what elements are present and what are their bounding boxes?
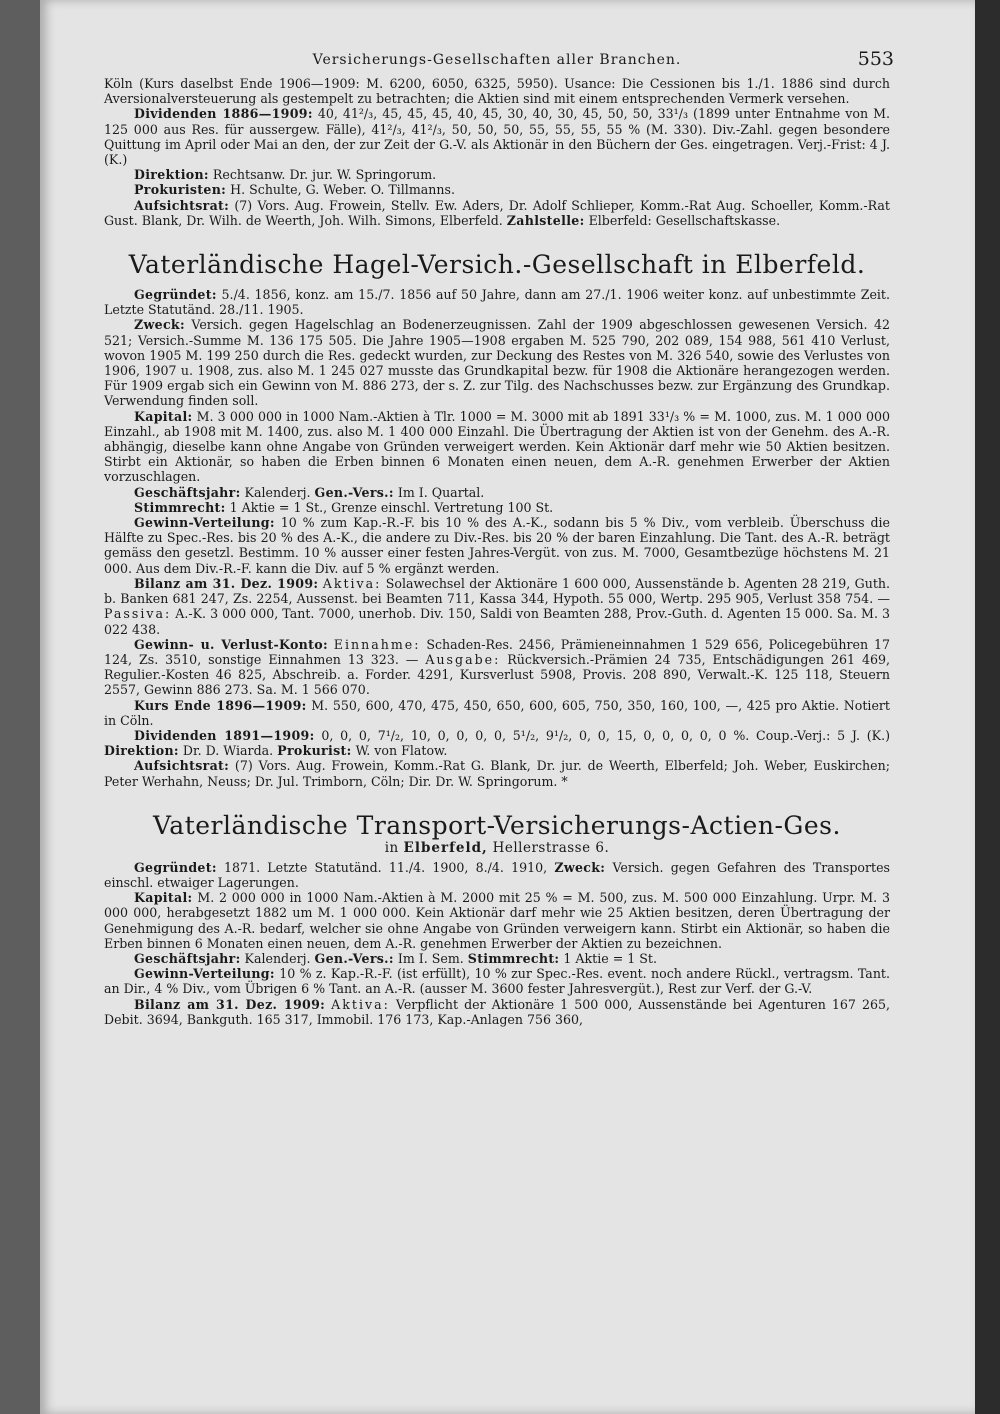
prev-dividenden	[104, 106, 890, 167]
c1-stimmrecht-text: 1 Aktie = 1 St., Grenze einschl. Vertretung 100 St.	[229, 499, 554, 515]
c1-aktiva-word: Aktiva:	[322, 575, 382, 591]
c1-einnahme-word: Einnahme:	[333, 636, 421, 652]
c2-location-prefix: in	[384, 839, 399, 856]
company1-title: Vaterländische Hagel-Versich.-Gesellschaft in Elberfeld.	[128, 250, 866, 280]
c1-kapital	[104, 409, 890, 485]
running-title: Versicherungs-Gesellschaften aller Branchen.	[312, 52, 682, 68]
c1-ausgabe-text: Rückversich.-Prämien 24 735, Entschädigungen 261 469, Regulier.-Kosten 46 825, Abschreib. a. Forder. 4291, Kursverlust 5908, Provis. 208 890, Verwalt.-K. 125 118, Steuern 2557, Gewinn 886 273. Sa. M. 1 566 070.	[104, 651, 890, 698]
c1-aktiva-text: Solawechsel der Aktionäre 1 600 000, Aussenstände b. Agenten 28 219, Guth. b. Banken 681 247, Zs. 2254, Aussenst. bei Beamten 711, Kassa 344, Hypoth. 55 000, Wertp. 295 905, Verlust 358 754. —	[104, 575, 890, 607]
prev-zahlstelle-text: Elberfeld: Gesellschaftskasse.	[588, 212, 781, 228]
c1-bilanz-label: Bilanz am 31. Dez. 1909:	[134, 575, 319, 591]
c2-gegruendet	[104, 860, 890, 890]
c2-genvers-text: Im I. Sem.	[397, 950, 464, 966]
c2-zweck-text: Versich. gegen Gefahren des Transportes einschl. etwaiger Lagerungen.	[104, 859, 890, 890]
c1-aufsichtsrat	[104, 758, 890, 788]
c1-passiva-word: Passiva:	[104, 606, 172, 622]
c1-geschaeftsjahr-label: Geschäftsjahr:	[134, 484, 241, 500]
prev-zahlstelle-label: Zahlstelle:	[506, 212, 585, 228]
c2-aktiva-word: Aktiva:	[331, 996, 390, 1012]
c1-gewinn	[104, 515, 890, 576]
c1-kurs	[104, 698, 890, 728]
c1-kurs-text: M. 550, 600, 470, 475, 450, 650, 600, 605, 750, 350, 160, 100, —, 425 pro Aktie. Notiert in Cöln.	[104, 697, 890, 728]
prev-direktion-text: Rechtsanw. Dr. jur. W. Springorum.	[212, 167, 437, 183]
c1-prokurist-text: W. von Flatow.	[355, 743, 448, 759]
c2-gewinn	[104, 966, 890, 996]
c1-gegruendet	[104, 287, 890, 317]
c1-kurs-label: Kurs Ende 1896—1909:	[134, 697, 307, 713]
c1-kapital-text: M. 3 000 000 in 1000 Nam.-Aktien à Tlr. 1000 = M. 3000 mit ab 1891 33¹/₃ % = M. 1000, zus. M. 1 000 000 Einzahl., ab 1908 mit M. 1400, zus. also M. 1 400 000 Einzahl. Die Übertragung der Aktien ist von der Genehm. des A.-R. abhängig, dieselbe kann ohne Angabe von Gründen verweigert werden. Kein Aktionär darf mehr wie 50 Aktien besitzen. Stirbt ein Aktionär, so haben die Erben binnen 6 Monaten einen neuen, dem A.-R. genehmen Erwerber der Aktien vorzuschlagen.	[104, 408, 890, 485]
c1-gegruendet-text: 5./4. 1856, konz. am 15./7. 1856 auf 50 Jahre, dann am 27./1. 1906 weiter konz. auf unbestimmte Zeit. Letzte Statutänd. 28./11. 1905.	[104, 287, 890, 318]
c1-dividenden-label: Dividenden 1891—1909:	[134, 727, 315, 743]
company2-title: Vaterländische Transport-Versicherungs-Actien-Ges.	[153, 810, 841, 840]
running-head	[104, 46, 894, 76]
c2-bilanz-label: Bilanz am 31. Dez. 1909:	[134, 996, 326, 1012]
c1-direktion-text: Dr. D. Wiarda.	[182, 743, 274, 759]
c1-aufsichtsrat-text: (7) Vors. Aug. Frowein, Komm.-Rat G. Blank, Dr. jur. de Weerth, Elberfeld; Joh. Weber, Euskirchen; Peter Werhahn, Neuss; Dr. Jul. Trimborn, Cöln; Dir. Dr. W. Springorum. *	[104, 758, 890, 789]
c1-einnahme-text: Schaden-Res. 2456, Prämieneinnahmen 1 529 656, Policegebühren 17 124, Zs. 3510, sonstige Einnahmen 13 323. —	[104, 636, 890, 667]
c1-dividenden	[104, 728, 890, 758]
c2-location-city: Elberfeld,	[403, 839, 488, 856]
c1-aufsichtsrat-label: Aufsichtsrat:	[134, 758, 230, 774]
c1-genvers-label: Gen.-Vers.:	[314, 484, 394, 500]
c1-geschaeftsjahr	[104, 485, 890, 500]
c1-zweck-text: Versich. gegen Hagelschlag an Bodenerzeugnissen. Zahl der 1909 abgeschlossen gewesenen Versich. 42 521; Versich.-Summe M. 136 175 505. Die Jahre 1905—1908 ergaben M. 525 790, 202 089, 154 988, 561 410 Verlust, wovon 1905 M. 199 250 durch die Res. gedeckt wurden, zur Deckung des Restes von M. 326 540, sowie des Verlustes von 1906, 1907 u. 1908, zus. also M. 1 245 027 musste das Grundkapital bezw. für 1908 die Aktionäre herangezogen werden. Für 1909 ergab sich ein Gewinn von M. 886 273, der s. Z. zur Tilg. des Nachschusses bezw. zur Ergänzung des Grundkap. Verwendung finden soll.	[104, 317, 890, 409]
prev-direktion	[104, 167, 890, 182]
c2-gegruendet-text: 1871. Letzte Statutänd. 11./4. 1900, 8./4. 1910,	[224, 859, 548, 875]
prev-aufsichtsrat-label: Aufsichtsrat:	[134, 197, 230, 213]
prev-prokuristen-label: Prokuristen:	[134, 182, 227, 198]
c2-zweck-label: Zweck:	[554, 859, 606, 875]
c1-dividenden-text: 0, 0, 0, 7¹/₂, 10, 0, 0, 0, 0, 5¹/₂, 9¹/₂, 0, 0, 15, 0, 0, 0, 0, 0 %. Coup.-Verj.: 5 J. (K.)	[321, 727, 890, 743]
prev-prokuristen-text: H. Schulte, G. Weber. O. Tillmanns.	[230, 182, 455, 198]
c2-geschaeftsjahr	[104, 951, 890, 966]
page-content	[104, 46, 894, 1027]
c2-stimmrecht-text: 1 Aktie = 1 St.	[563, 950, 657, 966]
c2-bilanz	[104, 997, 890, 1027]
prev-direktion-label: Direktion:	[134, 167, 209, 183]
prev-dividenden-label: Dividenden 1886—1909:	[134, 106, 313, 122]
c2-kapital-text: M. 2 000 000 in 1000 Nam.-Aktien à M. 2000 mit 25 % = M. 500, zus. M. 500 000 Einzahlung. Urpr. M. 3 000 000, herabgesetzt 1882 um M. 1 000 000. Kein Aktionär darf mehr wie 25 Aktien besitzen, deren Übertragung der Genehmigung des A.-R. bedarf, welcher sie ohne Angabe von Gründen verweigern kann. Stirbt ein Aktionär, so haben die Erben binnen 6 Monaten einen neuen, dem A.-R. genehmen Erwerber der Aktien zu bezeichnen.	[104, 890, 890, 951]
c1-zweck-label: Zweck:	[134, 317, 185, 333]
c2-kapital-label: Kapital:	[134, 890, 193, 906]
c1-gewinn-text: 10 % zum Kap.-R.-F. bis 10 % des A.-K., sodann bis 5 % Div., vom verbleib. Überschuss die Hälfte zu Spec.-Res. bis 20 % des A.-K., die andere zu Div.-Res. bis 20 % der baren Einzahlung. Die Tant. des A.-R. beträgt gemäss den gesetzl. Bestimm. 10 % ausser einer festen Jahres-Vergüt. von zus. M. 7000, Gesamtbezüge höchstens M. 21 000. Aus dem Div.-R.-F. kann die Div. auf 5 % ergänzt werden.	[104, 515, 890, 576]
c2-kapital	[104, 890, 890, 951]
c2-stimmrecht-label: Stimmrecht:	[467, 950, 560, 966]
c2-gegruendet-label: Gegründet:	[134, 859, 217, 875]
scan-right-margin	[975, 0, 1000, 1414]
c2-geschaeftsjahr-label: Geschäftsjahr:	[134, 950, 241, 966]
c1-stimmrecht-label: Stimmrecht:	[134, 499, 226, 515]
c1-passiva-text: A.-K. 3 000 000, Tant. 7000, unerhob. Div. 150, Saldi von Beamten 288, Prov.-Guth. d. Agenten 15 000. Sa. M. 3 022 438.	[104, 606, 890, 637]
c1-gegruendet-label: Gegründet:	[134, 287, 217, 303]
c1-direktion-label: Direktion:	[104, 743, 179, 759]
c1-ausgabe-word: Ausgabe:	[425, 651, 501, 667]
prev-prokuristen	[104, 182, 890, 197]
c1-guv-label: Gewinn- u. Verlust-Konto:	[134, 636, 328, 652]
c2-genvers-label: Gen.-Vers.:	[314, 950, 394, 966]
c1-genvers-text: Im I. Quartal.	[397, 484, 485, 500]
c1-prokurist-label: Prokurist:	[277, 743, 352, 759]
c1-zweck	[104, 317, 890, 408]
c1-kapital-label: Kapital:	[134, 408, 193, 424]
c1-bilanz	[104, 576, 890, 637]
prev-dividenden-text: 40, 41²/₃, 45, 45, 45, 40, 45, 30, 40, 30, 45, 50, 50, 33¹/₃ (1899 unter Entnahme von M. 125 000 aus Res. für aussergew. Fälle), 41²/₃, 41²/₃, 50, 50, 50, 55, 55, 55, 55 % (M. 330). Div.-Zahl. gegen besondere Quittung im April oder Mai an den, der zur Zeit der G.-V. als Aktionär in den Büchern der Ges. eingetragen. Verj.-Frist: 4 J. (K.)	[104, 106, 890, 168]
prev-entry-intro: Köln (Kurs daselbst Ende 1906—1909: M. 6200, 6050, 6325, 5950). Usance: Die Cessionen bis 1./1. 1886 sind durch Aversionalversteuerung als gestempelt zu betrachten; die Aktien sind mit einem entsprechenden Vermerk versehen.	[104, 76, 890, 107]
prev-aufsichtsrat-text: (7) Vors. Aug. Frowein, Stellv. Ew. Aders, Dr. Adolf Schlieper, Komm.-Rat Aug. Schoeller, Komm.-Rat Gust. Blank, Dr. Wilh. de Weerth, Joh. Wilh. Simons, Elberfeld.	[104, 197, 890, 228]
c1-guv	[104, 637, 890, 698]
c2-gewinn-text: 10 % z. Kap.-R.-F. (ist erfüllt), 10 % zur Spec.-Res. event. noch andere Rückl., vertragsm. Tant. an Dir., 4 % Div., vom Übrigen 6 % Tant. an A.-R. (ausser M. 3600 fester Jahresvergüt.), Rest zur Verf. der G.-V.	[104, 966, 890, 997]
scan-left-margin	[0, 0, 40, 1414]
c2-gewinn-label: Gewinn-Verteilung:	[134, 966, 275, 982]
prev-aufsichtsrat	[104, 198, 890, 228]
c1-stimmrecht	[104, 500, 890, 515]
c1-geschaeftsjahr-text: Kalenderj.	[244, 484, 311, 500]
c2-location-street: Hellerstrasse 6.	[492, 839, 610, 856]
page-number: 553	[857, 48, 894, 70]
c2-geschaeftsjahr-text: Kalenderj.	[244, 950, 311, 966]
c1-gewinn-label: Gewinn-Verteilung:	[134, 515, 275, 531]
company2-location	[104, 840, 890, 856]
c2-aktiva-text: Verpflicht der Aktionäre 1 500 000, Aussenstände bei Agenturen 167 265, Debit. 3694, Bankguth. 165 317, Immobil. 176 173, Kap.-Anlagen 756 360,	[104, 996, 890, 1027]
